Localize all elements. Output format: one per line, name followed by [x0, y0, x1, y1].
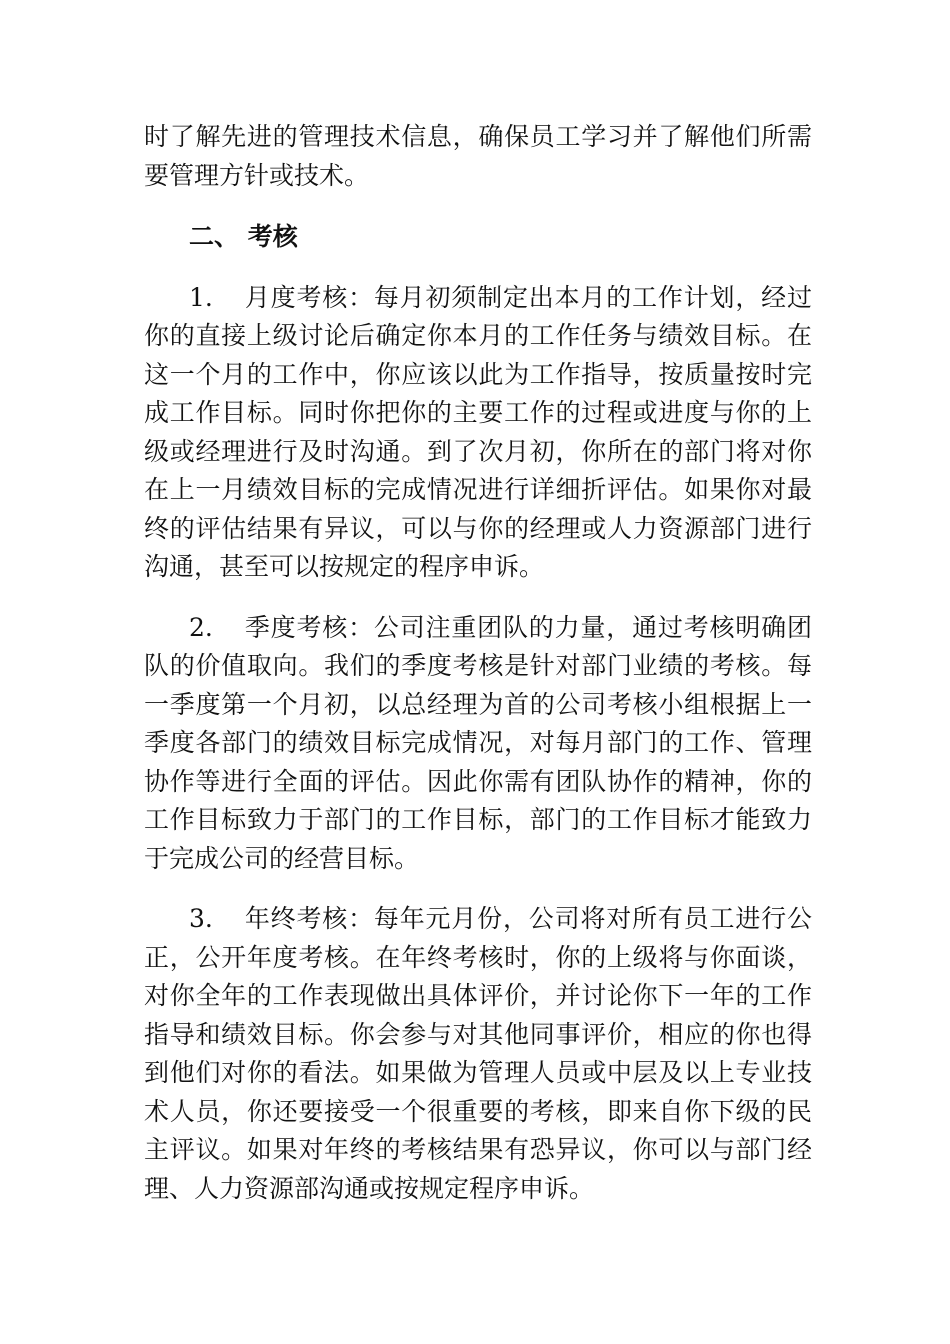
item-number: 1.: [189, 282, 213, 312]
list-item: [144, 900, 812, 1208]
list-item: [144, 609, 812, 879]
intro-paragraph: 时了解先进的管理技术信息，确保员工学习并了解他们所需要管理方针或技术。: [144, 122, 812, 190]
list-item: [144, 279, 812, 587]
document-body: [144, 118, 812, 1230]
item-text: 年终考核：每年元月份，公司将对所有员工进行公正，公开年度考核。在年终考核时，你的上级将与你面谈，对你全年的工作表现做出具体评价，并讨论你下一年的工作指导和绩效目标。你会参与对其他同事评价，相应的你也得到他们对你的看法。如果做为管理人员或中层及以上专业技术人员，你还要接受一个很重要的考核，即来自你下级的民主评议。如果对年终的考核结果有恐异议，你可以与部门经理、人力资源部沟通或按规定程序申诉。: [144, 904, 812, 1203]
item-number: 2.: [189, 612, 213, 642]
item-text: 月度考核：每月初须制定出本月的工作计划，经过你的直接上级讨论后确定你本月的工作任务与绩效目标。在这一个月的工作中，你应该以此为工作指导，按质量按时完成工作目标。同时你把你的主要工作的过程或进度与你的上级或经理进行及时沟通。到了次月初，你所在的部门将对你在上一月绩效目标的完成情况进行详细折评估。如果你对最终的评估结果有异议，可以与你的经理或人力资源部门进行沟通，甚至可以按规定的程序申诉。: [144, 282, 812, 581]
item-text: 季度考核：公司注重团队的力量，通过考核明确团队的价值取向。我们的季度考核是针对部门业绩的考核。每一季度第一个月初，以总经理为首的公司考核小组根据上一季度各部门的绩效目标完成情况，对每月部门的工作、管理协作等进行全面的评估。因此你需有团队协作的精神，你的工作目标致力于部门的工作目标，部门的工作目标才能致力于完成公司的经营目标。: [144, 612, 812, 873]
section-heading: 二、 考核: [189, 222, 298, 251]
item-number: 3.: [189, 904, 213, 933]
